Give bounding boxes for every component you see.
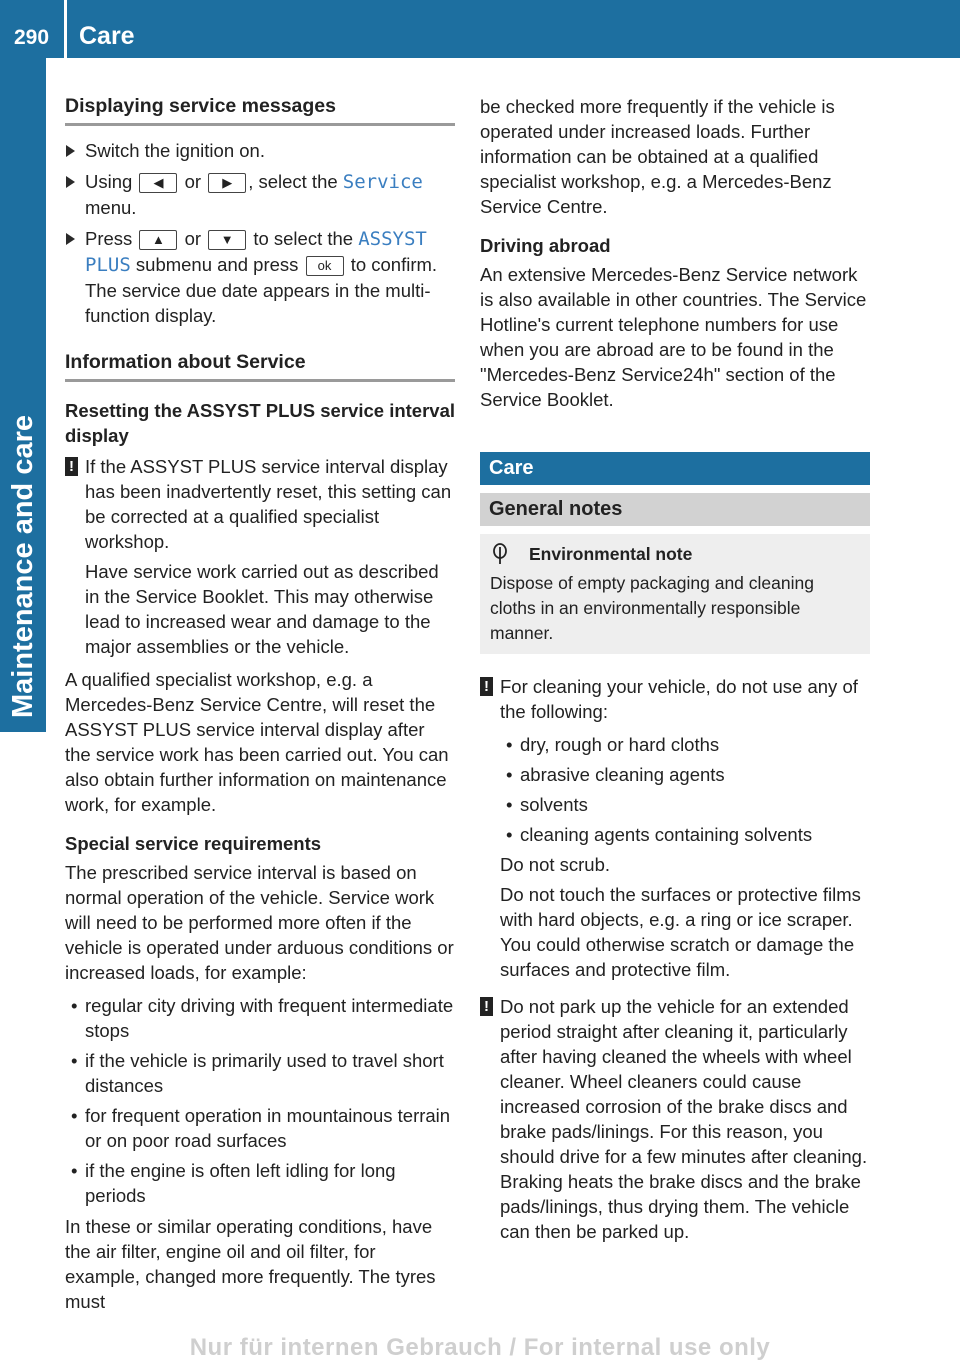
- environmental-note-text: Dispose of empty packaging and cleaning cloths in an environmentally responsible manner.: [490, 573, 814, 643]
- right-column: [480, 94, 870, 1252]
- step-select-service-menu: Using ◀ or ▶ , select the Service menu.: [65, 169, 455, 220]
- heading-displaying-service-messages: Displaying service messages: [65, 94, 455, 126]
- side-tab: [0, 58, 46, 732]
- page-header: [0, 0, 960, 58]
- down-arrow-key-icon: ▼: [208, 230, 246, 250]
- display-text-service: Service: [342, 171, 423, 193]
- list-item: • abrasive cleaning agents: [500, 762, 870, 787]
- ok-key-icon: ok: [306, 256, 344, 276]
- warning-cleaning: ! For cleaning your vehicle, do not use any of the following: • dry, rough or hard cloths • abrasive cleaning agents • solvents • cleaning agents containing solvents Do not scrub. Do not touch the surfaces or protective films with hard objects, e.g. a ring or ice scraper. You could otherwise scratch or damage the surfaces and protective film.: [480, 674, 870, 982]
- step-ignition: Switch the ignition on.: [65, 138, 455, 163]
- left-column: [65, 94, 455, 1322]
- para-continued: be checked more frequently if the vehicle is operated under increased loads. Further information can be obtained at a qualified specialist workshop, e.g. a Mercedes-Benz Service Centre.: [480, 96, 835, 217]
- list-item: • if the engine is often left idling for long periods: [65, 1158, 455, 1208]
- display-text-plus: PLUS: [85, 254, 131, 276]
- environmental-note-title: Environmental note: [529, 544, 693, 564]
- right-arrow-key-icon: ▶: [208, 173, 246, 193]
- list-item: • cleaning agents containing solvents: [500, 822, 870, 847]
- heading-resetting: Resetting the ASSYST PLUS service interval display: [65, 400, 455, 446]
- warning-icon: !: [65, 457, 78, 476]
- warning-icon: !: [480, 677, 493, 696]
- para-interval: The prescribed service interval is based on normal operation of the vehicle. Service work will need to be performed more often if the vehicle is operated under arduous conditions or increased loads, for example:: [65, 862, 454, 983]
- chapter-title: Care: [79, 22, 135, 50]
- side-tab-label: Maintenance and care: [7, 415, 39, 718]
- heading-special-service: Special service requirements: [65, 833, 322, 854]
- para-similar-conditions: In these or similar operating conditions, have the air filter, engine oil and oil filter, for example, changed more frequently. The tyres must: [65, 1216, 436, 1312]
- header-divider: [64, 0, 67, 58]
- section-band-care: Care: [480, 452, 870, 485]
- list-item: • regular city driving with frequent intermediate stops: [65, 993, 455, 1043]
- leaf-icon: [490, 543, 510, 565]
- environmental-note-box: [480, 534, 870, 654]
- para-workshop: A qualified specialist workshop, e.g. a Mercedes-Benz Service Centre, will reset the ASSYST PLUS service interval display after the service work has been carried out. You can also obtain further information on maintenance work, for example.: [65, 669, 449, 815]
- heading-driving-abroad: Driving abroad: [480, 235, 611, 256]
- up-arrow-key-icon: ▲: [139, 230, 177, 250]
- warning-reset: ! If the ASSYST PLUS service interval display has been inadvertently reset, this setting can be corrected at a qualified specialist workshop. Have service work carried out as described in the Service Booklet. This may otherwise lead to increased wear and damage to the major assemblies or the vehicle.: [65, 454, 455, 659]
- warning-parking: ! Do not park up the vehicle for an extended period straight after cleaning it, particularly after having cleaned the wheels with wheel cleaner. Wheel cleaners could cause increased corrosion of the brake discs and brake pads/linings. For this reason, you should drive for a few minutes after cleaning. Braking heats the brake discs and the brake pads/linings, thus drying them. The vehicle can then be parked up.: [480, 994, 870, 1244]
- list-item: • dry, rough or hard cloths: [500, 732, 870, 757]
- para-abroad: An extensive Mercedes-Benz Service network is also available in other countries. The Service Hotline's current telephone numbers for use when you are abroad are to be found in the "Mercedes-Benz Service24h" section of the Service Booklet.: [480, 264, 867, 410]
- warning-icon: !: [480, 997, 493, 1016]
- page-number: 290: [14, 26, 50, 49]
- step-select-assyst-plus: Press ▲ or ▼ to select the ASSYST PLUS submenu and press ok to confirm. The service due date appears in the multi-function display.: [65, 226, 455, 328]
- heading-information-about-service: Information about Service: [65, 350, 455, 382]
- display-text-assyst: ASSYST: [358, 228, 427, 250]
- left-arrow-key-icon: ◀: [139, 173, 177, 193]
- list-item: • for frequent operation in mountainous terrain or on poor road surfaces: [65, 1103, 455, 1153]
- section-band-general-notes: General notes: [480, 493, 870, 526]
- internal-use-watermark: Nur für internen Gebrauch / For internal use only: [189, 1334, 771, 1361]
- list-item: • if the vehicle is primarily used to travel short distances: [65, 1048, 455, 1098]
- list-item: • solvents: [500, 792, 870, 817]
